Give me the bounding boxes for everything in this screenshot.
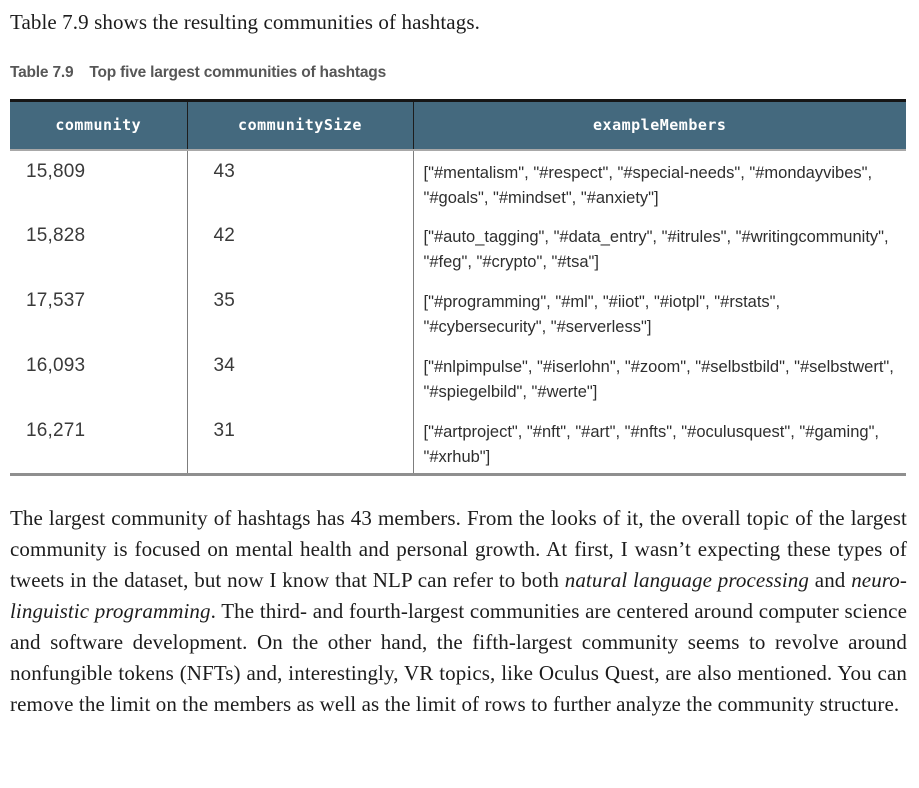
table-header-row xyxy=(10,101,906,150)
cell-example-members: ["#nlpimpulse", "#iserlohn", "#zoom", "#selbstbild", "#selbstwert", "#spiegelbild", "#werte"] xyxy=(413,345,906,410)
communities-table xyxy=(10,99,906,476)
cell-community: 17,537 xyxy=(10,280,187,345)
table-row xyxy=(10,215,906,280)
column-header-communitySize: communitySize xyxy=(187,101,413,150)
table-row xyxy=(10,345,906,410)
column-header-community: community xyxy=(10,101,187,150)
body-text-segment: and xyxy=(809,568,852,592)
table-header xyxy=(10,101,906,150)
table-caption xyxy=(10,64,909,82)
table-body xyxy=(10,150,906,475)
body-text-segment: The largest community of hashtags has 43 members. From the looks of it, the overall topic of the largest community is focused on mental health and personal growth. At first, I wasn’t expecting these types of tweets in the dataset, but now I know that NLP can refer to both xyxy=(10,506,907,592)
italic-term-nlp-processing: natural language processing xyxy=(564,568,809,592)
cell-example-members: ["#artproject", "#nft", "#art", "#nfts", "#oculusquest", "#gaming", "#xrhub"] xyxy=(413,410,906,475)
cell-example-members: ["#mentalism", "#respect", "#special-needs", "#mondayvibes", "#goals", "#mindset", "#anxiety"] xyxy=(413,150,906,215)
cell-community-size: 43 xyxy=(187,150,413,215)
cell-community-size: 34 xyxy=(187,345,413,410)
cell-example-members: ["#auto_tagging", "#data_entry", "#itrules", "#writingcommunity", "#feg", "#crypto", "#tsa"] xyxy=(413,215,906,280)
table-caption-label: Table 7.9 xyxy=(10,64,74,81)
cell-community-size: 35 xyxy=(187,280,413,345)
cell-community: 15,809 xyxy=(10,150,187,215)
body-paragraph xyxy=(10,503,909,720)
cell-community-size: 31 xyxy=(187,410,413,475)
table-row xyxy=(10,280,906,345)
body-text-segment: . The third- and fourth-largest communities are centered around computer science and software development. On the other hand, the fifth-largest community seems to revolve around nonfungible tokens (NFTs) and, interestingly, VR topics, like Oculus Quest, are also mentioned. You can remove the limit on the members as well as the limit of rows to further analyze the community structure. xyxy=(10,599,907,716)
cell-example-members: ["#programming", "#ml", "#iiot", "#iotpl", "#rstats", "#cybersecurity", "#serverless"] xyxy=(413,280,906,345)
intro-paragraph: Table 7.9 shows the resulting communities of hashtags. xyxy=(10,10,480,34)
cell-community: 15,828 xyxy=(10,215,187,280)
table-row xyxy=(10,410,906,475)
table-caption-title: Top five largest communities of hashtags xyxy=(89,64,386,81)
column-header-exampleMembers: exampleMembers xyxy=(413,101,906,150)
cell-community-size: 42 xyxy=(187,215,413,280)
table-row xyxy=(10,150,906,215)
italic-term-nlp-programming: neuro-linguistic programming xyxy=(10,568,907,623)
cell-community: 16,271 xyxy=(10,410,187,475)
cell-community: 16,093 xyxy=(10,345,187,410)
